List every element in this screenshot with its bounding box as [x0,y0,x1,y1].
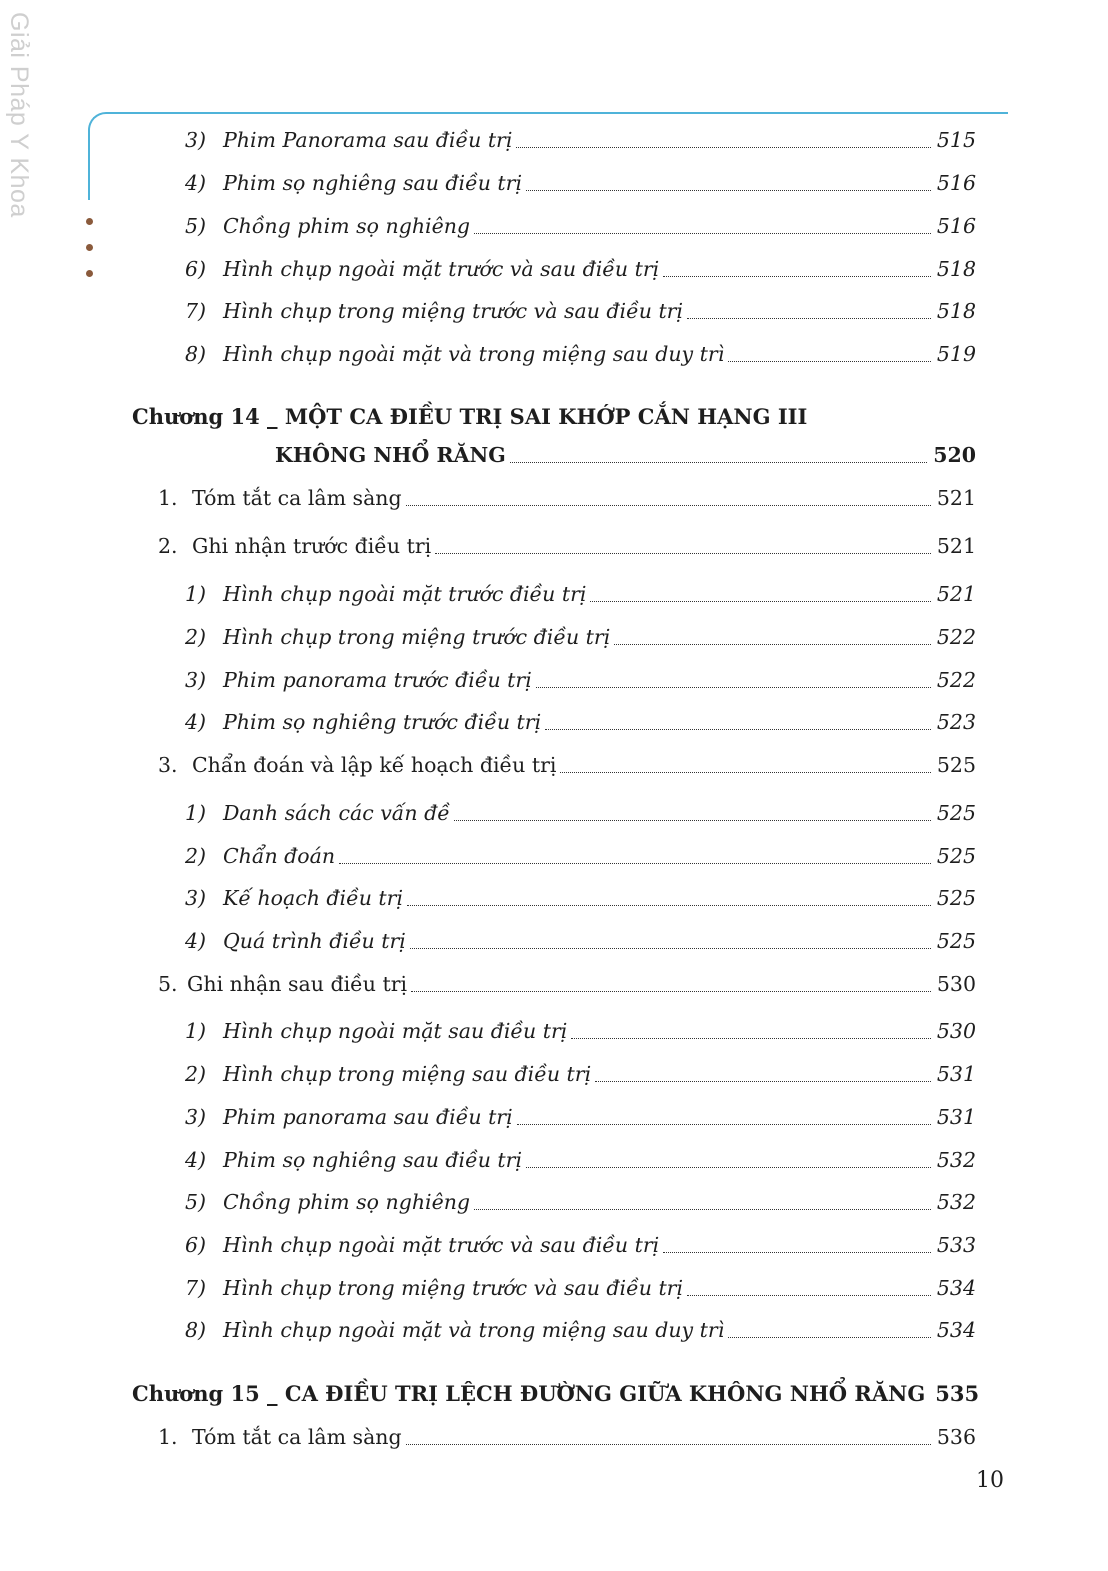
toc-page: 530 [936,972,976,996]
toc-number: 8) [185,342,207,366]
toc-subitem[interactable] [185,799,976,827]
toc-subitem[interactable] [185,884,976,912]
toc-number: 2. [158,534,178,558]
toc-number: 5. [158,972,178,996]
toc-section[interactable] [158,751,976,779]
toc-page: 532 [936,1190,976,1214]
toc-page: 525 [936,844,976,868]
toc-label: Hình chụp ngoài mặt và trong miệng sau duy trì [223,1318,725,1342]
toc-label: Phim panorama sau điều trị [223,1105,513,1129]
toc-leader [410,948,931,949]
toc-subitem[interactable] [185,1060,976,1088]
toc-page: 525 [936,753,976,777]
page-number: 10 [976,1468,1004,1493]
toc-number: 1) [185,582,207,606]
toc-subitem[interactable] [185,623,976,651]
toc-number: 1) [185,1019,207,1043]
toc-page: 531 [936,1062,976,1086]
toc-subitem[interactable] [185,1231,976,1259]
toc-section[interactable] [158,1423,976,1451]
toc-label: Hình chụp ngoài mặt trước và sau điều trị [223,1233,660,1257]
toc-subitem[interactable] [185,169,976,197]
toc-leader [663,276,931,277]
toc-subitem[interactable] [185,340,976,368]
toc-page: 521 [936,534,976,558]
toc-leader [406,1444,931,1445]
toc-leader [571,1038,931,1039]
toc-number: 4) [185,171,207,195]
toc-page: 530 [936,1019,976,1043]
toc-page: 518 [936,257,976,281]
toc-leader [474,233,931,234]
book-title: Giải Pháp Y Khoa [5,12,33,218]
toc-leader [454,820,931,821]
toc-label: Chẩn đoán và lập kế hoạch điều trị [192,753,557,777]
toc-label: Quá trình điều trị [223,929,406,953]
toc-page: 534 [936,1318,976,1342]
toc-leader [517,1124,931,1125]
toc-label: Hình chụp ngoài mặt sau điều trị [223,1019,568,1043]
toc-leader [560,772,930,773]
toc-subitem[interactable] [185,1188,976,1216]
toc-label: Hình chụp trong miệng trước và sau điều trị [223,299,684,323]
toc-leader [536,687,931,688]
toc-page: 531 [936,1105,976,1129]
toc-number: 7) [185,1276,207,1300]
toc-number: 3) [185,668,207,692]
toc-label: Chương 15 _ CA ĐIỀU TRỊ LỆCH ĐƯỜNG GIỮA KHÔNG NHỔ RĂNG [132,1381,926,1406]
toc-number: 8) [185,1318,207,1342]
toc-leader [339,863,931,864]
toc-label: KHÔNG NHỔ RĂNG [275,443,506,467]
toc-number: 1. [158,1425,178,1449]
toc-number: 2) [185,844,207,868]
toc-page: 525 [936,886,976,910]
toc-page: 535 [935,1381,980,1406]
toc-subitem[interactable] [185,255,976,283]
toc-section[interactable] [158,970,976,998]
toc-label: Hình chụp ngoài mặt trước và sau điều trị [223,257,660,281]
toc-leader [435,553,931,554]
toc-page: 523 [936,710,976,734]
toc-label: Chồng phim sọ nghiêng [223,214,471,238]
toc-label: Tóm tắt ca lâm sàng [192,486,402,510]
toc-chapter[interactable] [275,441,976,469]
toc-leader [614,644,931,645]
toc-subitem[interactable] [185,1146,976,1174]
toc-number: 3. [158,753,178,777]
toc-page: 520 [933,443,976,467]
toc-chapter[interactable] [132,1380,980,1408]
toc-subitem[interactable] [185,666,976,694]
toc-leader [687,1295,931,1296]
toc-subitem[interactable] [185,927,976,955]
toc-page: 515 [936,128,976,152]
toc-leader [590,601,930,602]
toc-number: 5) [185,1190,207,1214]
toc-label: Phim sọ nghiêng trước điều trị [223,710,542,734]
toc-page: 525 [936,801,976,825]
toc-label: Phim sọ nghiêng sau điều trị [223,171,523,195]
chapter-14-title[interactable]: Chương 14 _ MỘT CA ĐIỀU TRỊ SAI KHỚP CẮN HẠNG III [132,404,808,429]
toc-page: 522 [936,668,976,692]
toc-page: 525 [936,929,976,953]
toc-label: Ghi nhận trước điều trị [192,534,432,558]
toc-subitem[interactable] [185,580,976,608]
toc-label: Hình chụp trong miệng trước điều trị [223,625,611,649]
toc-subitem[interactable] [185,212,976,240]
toc-leader [595,1081,931,1082]
toc-leader [474,1209,931,1210]
toc-subitem[interactable] [185,842,976,870]
toc-page: 536 [936,1425,976,1449]
toc-subitem[interactable] [185,297,976,325]
toc-number: 3) [185,128,207,152]
toc-page: 516 [936,171,976,195]
toc-section[interactable] [158,532,976,560]
toc-subitem[interactable] [185,1017,976,1045]
toc-leader [526,1167,931,1168]
toc-leader [545,729,931,730]
toc-number: 4) [185,929,207,953]
toc-number: 6) [185,257,207,281]
toc-subitem[interactable] [185,1103,976,1131]
toc-page: 518 [936,299,976,323]
toc-number: 1. [158,486,178,510]
toc-page: 519 [936,342,976,366]
toc-number: 1) [185,801,207,825]
toc-label: Kế hoạch điều trị [223,886,404,910]
toc-label: Tóm tắt ca lâm sàng [192,1425,402,1449]
toc-subitem[interactable] [185,126,976,154]
toc-leader [516,147,930,148]
toc-page: 516 [936,214,976,238]
toc-label: Phim sọ nghiêng sau điều trị [223,1148,523,1172]
toc-leader [526,190,931,191]
toc-leader [728,1337,931,1338]
toc-leader [510,462,927,463]
toc-page: 522 [936,625,976,649]
toc-subitem[interactable] [185,1316,976,1344]
toc-label: Hình chụp ngoài mặt trước điều trị [223,582,587,606]
toc-page: 533 [936,1233,976,1257]
toc-page: 521 [936,486,976,510]
toc-number: 6) [185,1233,207,1257]
toc-label: Hình chụp trong miệng trước và sau điều trị [223,1276,684,1300]
toc-label: Hình chụp trong miệng sau điều trị [223,1062,592,1086]
toc-section[interactable] [158,484,976,512]
toc-number: 2) [185,625,207,649]
toc-label: Phim Panorama sau điều trị [223,128,513,152]
toc-number: 7) [185,299,207,323]
toc-page: 534 [936,1276,976,1300]
toc-number: 5) [185,214,207,238]
toc-page: 521 [936,582,976,606]
toc-leader [663,1252,931,1253]
toc-label: Phim panorama trước điều trị [223,668,532,692]
toc-label: Chồng phim sọ nghiêng [223,1190,471,1214]
toc-number: 3) [185,886,207,910]
toc-leader [728,361,931,362]
toc-number: 2) [185,1062,207,1086]
toc-number: 4) [185,710,207,734]
toc-label: Chẩn đoán [223,844,336,868]
toc-leader [407,905,931,906]
toc-label: Danh sách các vấn đề [223,801,450,825]
toc-leader [687,318,931,319]
toc-subitem[interactable] [185,708,976,736]
toc-label: Ghi nhận sau điều trị [187,972,408,996]
toc-leader [411,991,931,992]
toc-leader [406,505,931,506]
toc-subitem[interactable] [185,1274,976,1302]
toc-number: 4) [185,1148,207,1172]
toc-label: Hình chụp ngoài mặt và trong miệng sau duy trì [223,342,725,366]
toc-page: 532 [936,1148,976,1172]
toc-number: 3) [185,1105,207,1129]
